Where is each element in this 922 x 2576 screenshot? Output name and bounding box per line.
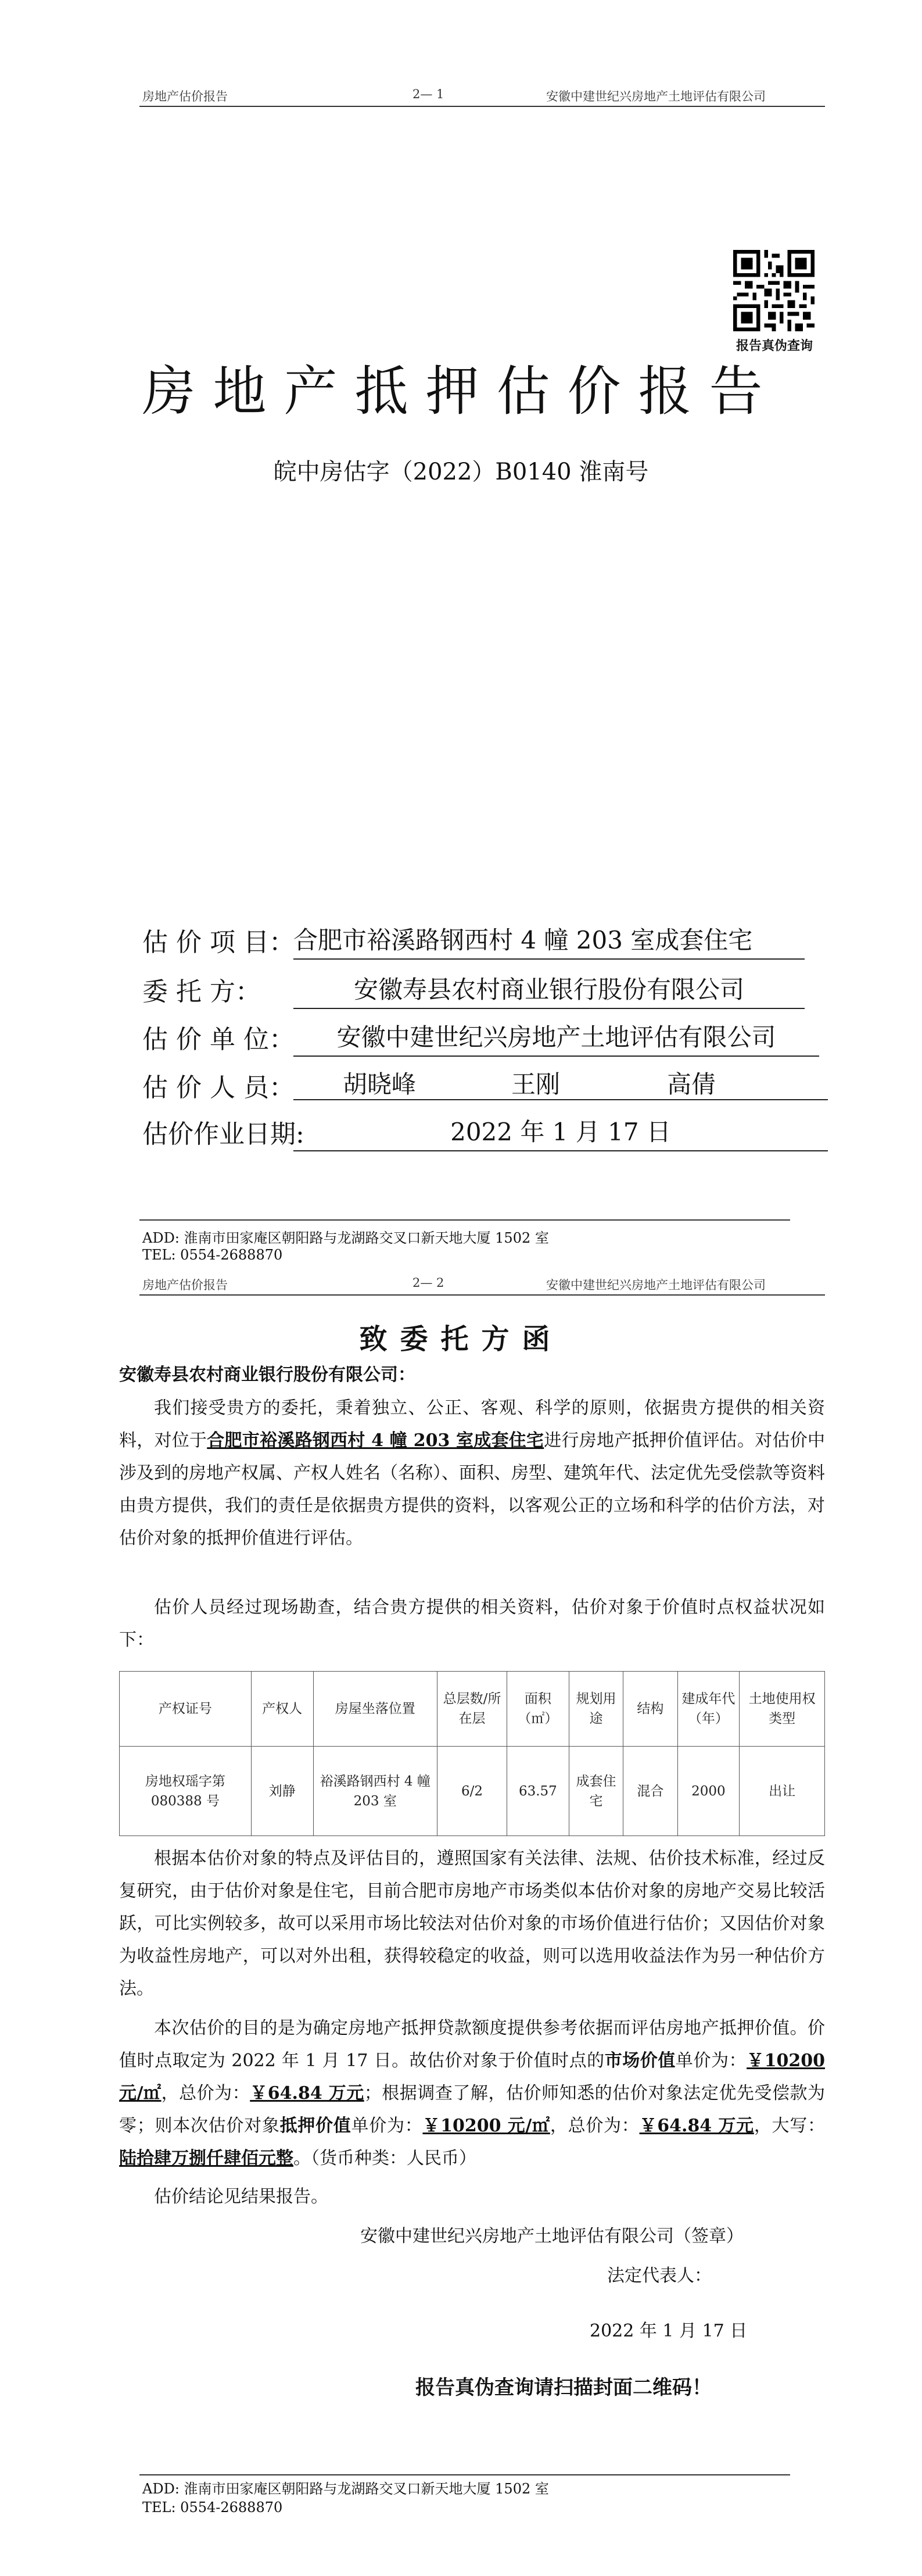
mortgage-total-price: ￥64.84 万元: [639, 2116, 754, 2136]
letter-paragraph: 本次估价的目的是为确定房地产抵押贷款额度提供参考依据而评估房地产抵押价值。价值时点取定为 2022 年 1 月 17 日。故估价对象于价值时点的市场价值单价为：￥10200 元/㎡，总价为：￥64.84 万元；根据调查了解，估价师知悉的估价对象法定优先受偿款为零；则本次估价对象抵押价值单价为：￥10200 元/㎡，总价为：￥64.84 万元，大写：陆拾肆万捌仟肆佰元整。（货币种类：人民币）: [119, 2018, 826, 2169]
client-label: 委 托 方：: [142, 977, 261, 1007]
table-cell: 混合: [623, 1747, 677, 1836]
table-cell: 房地权瑶字第 080388 号: [120, 1747, 252, 1836]
table-header-cell: 规划用途: [569, 1672, 623, 1747]
qr-code[interactable]: [733, 250, 815, 331]
amount-in-words: 陆拾肆万捌仟肆佰元整: [119, 2148, 293, 2169]
header-title: 房地产估价报告: [142, 1278, 228, 1292]
appraiser-org-label: 估 价 单 位：: [142, 1025, 295, 1054]
table-cell: 2000: [677, 1747, 740, 1836]
property-rights-table: [119, 1671, 825, 1836]
table-header-cell: 总层数/所在层: [437, 1672, 507, 1747]
table-header-cell: 结构: [623, 1672, 677, 1747]
appraisers-label: 估 价 人 员：: [142, 1073, 295, 1103]
appraiser-name: 胡晓峰: [343, 1070, 417, 1099]
letter-date: 2022 年 1 月 17 日: [590, 2321, 748, 2341]
table-cell: 刘静: [251, 1747, 313, 1836]
header-company: 安徽中建世纪兴房地产土地评估有限公司: [546, 90, 766, 103]
report-title: 房地产抵押估价报告: [142, 360, 780, 423]
footer-address: ADD: 淮南市田家庵区朝阳路与龙湖路交叉口新天地大厦 1502 室: [142, 2481, 549, 2497]
market-unit-price: ￥10200 元/㎡: [119, 2051, 826, 2103]
appraiser-name: 高倩: [667, 1070, 716, 1099]
table-cell: 6/2: [437, 1747, 507, 1836]
header-page-number: 2— 1: [412, 87, 444, 101]
footer-tel: TEL: 0554-2688870: [142, 2499, 283, 2516]
table-cell: 成套住宅: [569, 1747, 623, 1836]
footer-tel: TEL: 0554-2688870: [142, 1247, 283, 1263]
letter-paragraph: 根据本估价对象的特点及评估目的，遵照国家有关法律、法规、估价技术标准，经过反复研究，由于估价对象是住宅，目前合肥市房地产市场类似本估价对象的房地产交易比较活跃，可比实例较多，故可以采用市场比较法对估价对象的市场价值进行估价；又因估价对象为收益性房地产，可以对外出租，获得较稳定的收益，则可以选用收益法作为另一种估价方法。: [119, 1848, 825, 1999]
market-total-price: ￥64.84 万元: [250, 2083, 364, 2103]
letter-paragraph: 我们接受贵方的委托，秉着独立、公正、客观、科学的原则，依据贵方提供的相关资料，对位于合肥市裕溪路钢西村 4 幢 203 室成套住宅进行房地产抵押价值评估。对估价中涉及到的房地产权属、产权人姓名（名称）、面积、房型、建筑年代、法定优先受偿款等资料由贵方提供，我们的责任是依据贵方提供的资料，以客观公正的立场和科学的估价方法，对估价对象的抵押价值进行评估。: [119, 1398, 826, 1548]
table-header-cell: 面积（㎡）: [507, 1672, 569, 1747]
verification-note: 报告真伪查询请扫描封面二维码！: [415, 2376, 712, 2399]
work-date-label: 估价作业日期:: [142, 1119, 304, 1149]
table-cell: 裕溪路钢西村 4 幢 203 室: [313, 1747, 437, 1836]
table-header-cell: 房屋坐落位置: [313, 1672, 437, 1747]
header-page-number: 2— 2: [412, 1276, 444, 1290]
table-cell: 出让: [740, 1747, 825, 1836]
footer-address: ADD: 淮南市田家庵区朝阳路与龙湖路交叉口新天地大厦 1502 室: [142, 1230, 549, 1246]
document-number: 皖中房估字（2022）B0140 淮南号: [273, 459, 649, 485]
table-row: [120, 1747, 825, 1836]
letter-paragraph: 估价结论见结果报告。: [154, 2187, 328, 2207]
footer-rule: [139, 1219, 790, 1221]
letter-paragraph: 估价人员经过现场勘查，结合贵方提供的相关资料，估价对象于价值时点权益状况如下：: [119, 1597, 825, 1650]
footer-rule: [139, 2474, 790, 2475]
signer-company: 安徽中建世纪兴房地产土地评估有限公司（签章）: [360, 2226, 744, 2246]
table-header-cell: 建成年代（年）: [677, 1672, 740, 1747]
table-header-row: [120, 1672, 825, 1747]
header-rule: [139, 106, 825, 107]
project-label: 估 价 项 目：: [142, 928, 295, 957]
qr-caption: 报告真伪查询: [736, 338, 813, 353]
table-header-cell: 产权证号: [120, 1672, 252, 1747]
project-value: 合肥市裕溪路钢西村 4 幢 203 室成套住宅: [293, 921, 805, 960]
appraiser-name: 王刚: [511, 1070, 561, 1099]
client-value: 安徽寿县农村商业银行股份有限公司: [293, 971, 805, 1009]
legal-representative-label: 法定代表人：: [607, 2266, 712, 2286]
work-date-value: 2022 年 1 月 17 日: [293, 1113, 828, 1151]
appraiser-org-value: 安徽中建世纪兴房地产土地评估有限公司: [293, 1018, 819, 1057]
header-rule: [139, 1294, 825, 1296]
mortgage-unit-price: ￥10200 元/㎡: [422, 2116, 550, 2136]
table-header-cell: 土地使用权类型: [740, 1672, 825, 1747]
table-cell: 63.57: [507, 1747, 569, 1836]
header-company: 安徽中建世纪兴房地产土地评估有限公司: [546, 1278, 766, 1292]
letter-title: 致委托方函: [359, 1323, 563, 1355]
header-title: 房地产估价报告: [142, 90, 228, 103]
property-address: 合肥市裕溪路钢西村 4 幢 203 室成套住宅: [207, 1430, 544, 1451]
table-header-cell: 产权人: [251, 1672, 313, 1747]
letter-salutation: 安徽寿县农村商业银行股份有限公司：: [119, 1365, 415, 1385]
